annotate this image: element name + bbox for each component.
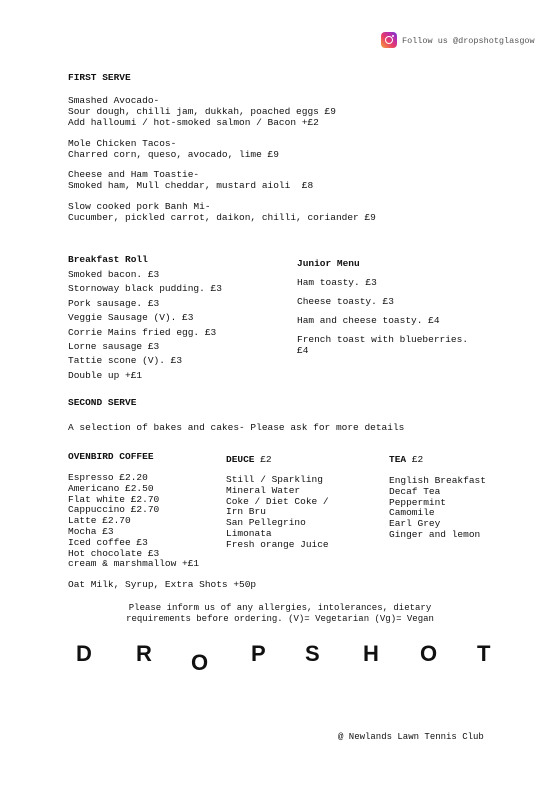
notice-line: requirements before ordering. (V)= Vegetarian (Vg)= Vegan — [126, 614, 434, 624]
item-line: Cheese and Ham Toastie- — [68, 169, 200, 180]
menu-item-banh-mi — [68, 201, 376, 223]
list-item: Cappuccino £2.70 — [68, 504, 160, 516]
item-line: Add halloumi / hot-smoked salmon / Bacon +£2 — [68, 117, 319, 128]
junior-menu-item — [297, 334, 468, 356]
list-item: Stornoway black pudding. £3 — [68, 283, 222, 295]
instagram-follow-text[interactable]: Follow us @dropshotglasgow — [402, 36, 535, 46]
item-line: Cucumber, pickled carrot, daikon, chilli, coriander £9 — [68, 212, 376, 223]
list-item: San Pellegrino — [226, 517, 306, 529]
tea-heading-row — [389, 454, 423, 465]
list-item: Fresh orange Juice — [226, 538, 329, 550]
list-item: Americano £2.50 — [68, 482, 154, 494]
club-footer: @ Newlands Lawn Tennis Club — [338, 732, 484, 742]
item-line: Smoked ham, Mull cheddar, mustard aioli £8 — [68, 180, 314, 191]
list-item: Mocha £3 — [68, 525, 114, 537]
item-line: Sour dough, chilli jam, dukkah, poached eggs £9 — [68, 106, 336, 117]
list-item: Still / Sparkling — [226, 474, 323, 485]
logo-letter: R — [136, 641, 152, 666]
logo-letter: P — [251, 641, 266, 666]
list-item: Decaf Tea — [389, 485, 441, 497]
item-line: Smashed Avocado- — [68, 95, 160, 106]
dropshot-logo — [0, 641, 560, 681]
list-item: Lorne sausage £3 — [68, 341, 160, 353]
tea-list — [389, 476, 486, 541]
coffee-list — [68, 473, 199, 570]
list-item: Veggie Sausage (V). £3 — [68, 312, 194, 324]
item-line: Slow cooked pork Banh Mi- — [68, 201, 211, 212]
list-item: Pork sausage. £3 — [68, 297, 160, 309]
deuce-heading: DEUCE — [226, 454, 255, 465]
junior-menu-item — [297, 277, 377, 288]
list-item: Earl Grey — [389, 518, 441, 530]
list-item: Latte £2.70 — [68, 515, 131, 527]
logo-letter: H — [363, 641, 379, 666]
item-line: Mole Chicken Tacos- — [68, 138, 177, 149]
logo-letter: S — [305, 641, 320, 666]
list-item: Espresso £2.20 — [68, 472, 148, 483]
junior-menu-item — [297, 296, 394, 307]
menu-item-mole-chicken-tacos — [68, 138, 279, 160]
breakfast-roll-heading: Breakfast Roll — [68, 254, 148, 265]
first-serve-heading: FIRST SERVE — [68, 72, 131, 83]
breakfast-roll-list — [68, 268, 222, 383]
logo-letter: D — [76, 641, 92, 666]
deuce-heading-row — [226, 454, 272, 465]
list-item: Tattie scone (V). £3 — [68, 355, 183, 367]
junior-menu-item — [297, 315, 440, 326]
list-item: Limonata — [226, 527, 272, 539]
logo-letter: O — [191, 650, 209, 675]
list-item: Ginger and lemon — [389, 528, 481, 540]
list-item: Coke / Diet Coke / — [226, 495, 329, 507]
list-item: Flat white £2.70 — [68, 493, 160, 505]
list-item: Mineral Water — [226, 484, 301, 496]
list-item: Ham and cheese toasty. £4 — [297, 315, 440, 326]
allergy-notice — [100, 603, 460, 625]
list-item: Irn Bru — [226, 506, 266, 518]
deuce-price: £2 — [260, 454, 272, 465]
list-item: Corrie Mains fried egg. £3 — [68, 326, 217, 338]
ovenbird-coffee-heading: OVENBIRD COFFEE — [68, 451, 154, 462]
list-item: Ham toasty. £3 — [297, 277, 377, 288]
menu-item-cheese-ham-toastie — [68, 169, 313, 191]
menu-item-smashed-avocado — [68, 95, 336, 128]
list-item: Double up +£1 — [68, 369, 143, 381]
coffee-extras: Oat Milk, Syrup, Extra Shots +50p — [68, 579, 257, 590]
list-item: Smoked bacon. £3 — [68, 269, 160, 280]
instagram-icon[interactable] — [381, 32, 397, 48]
list-item: French toast with blueberries. — [297, 334, 469, 345]
tea-price: £2 — [411, 454, 424, 465]
tea-heading: TEA — [389, 454, 407, 465]
list-item: Peppermint — [389, 496, 447, 508]
notice-line: Please inform us of any allergies, intolerances, dietary — [128, 603, 432, 613]
list-item: £4 — [297, 345, 309, 356]
logo-letter: O — [420, 641, 438, 666]
list-item: Cheese toasty. £3 — [297, 296, 394, 307]
list-item: Hot chocolate £3 — [68, 547, 160, 559]
list-item: Camomile — [389, 507, 435, 519]
junior-menu-heading: Junior Menu — [297, 258, 360, 269]
second-serve-heading: SECOND SERVE — [68, 397, 137, 408]
list-item: cream & marshmallow +£1 — [68, 558, 200, 570]
list-item: Iced coffee £3 — [68, 536, 148, 548]
list-item: English Breakfast — [389, 475, 486, 486]
deuce-list — [226, 475, 329, 551]
item-line: Charred corn, queso, avocado, lime £9 — [68, 149, 279, 160]
logo-letter: T — [477, 641, 491, 666]
second-serve-text: A selection of bakes and cakes- Please ask for more details — [68, 422, 405, 433]
